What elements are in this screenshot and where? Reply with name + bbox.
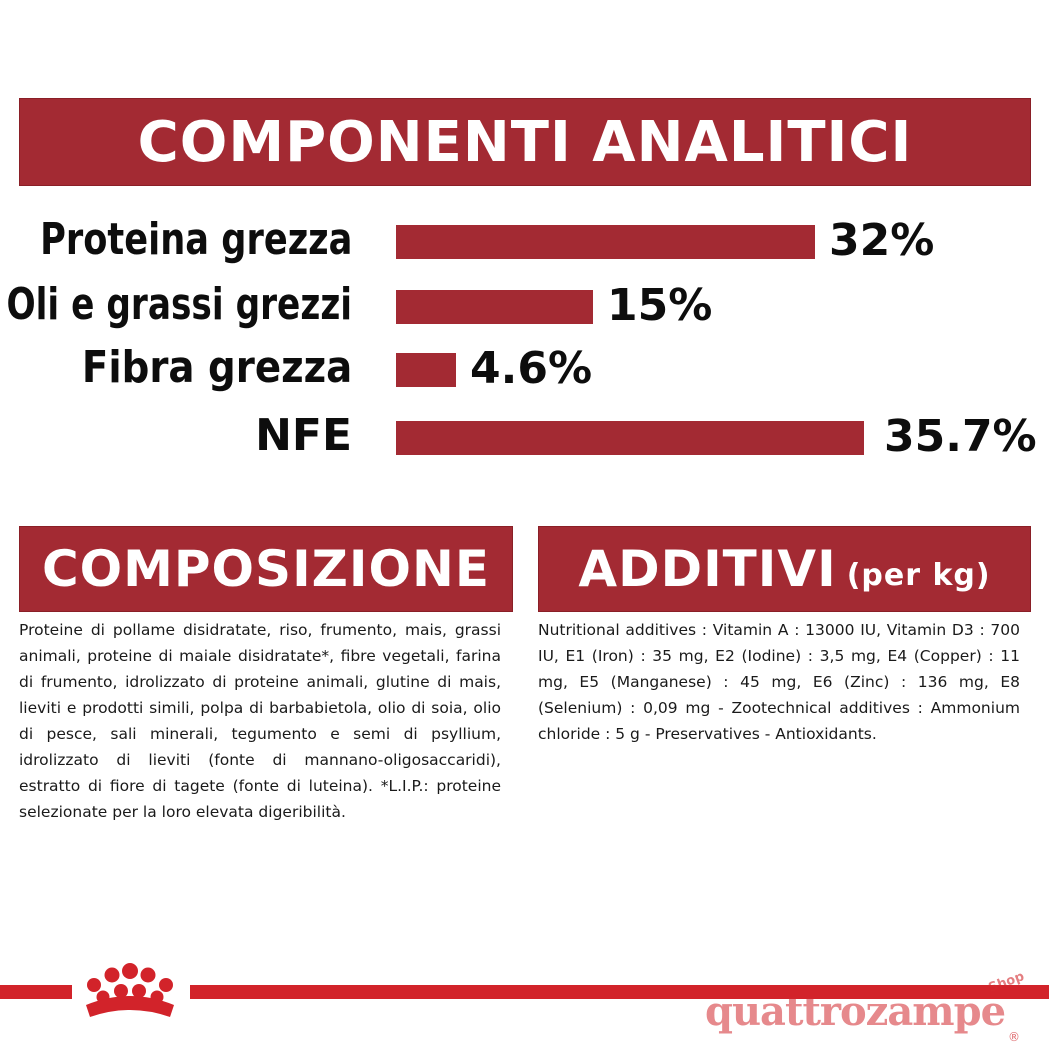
composizione-banner: [19, 526, 513, 612]
footer-line-left: [0, 985, 72, 999]
value-bar: [396, 421, 864, 455]
registered-mark: ®: [1008, 1030, 1020, 1044]
additivi-title: ADDITIVI: [578, 540, 837, 598]
composizione-title: COMPOSIZIONE: [41, 540, 491, 598]
row-label: Oli e grassi grezzi: [6, 279, 352, 330]
row-label: Proteina grezza: [39, 214, 352, 265]
crown-icon: [70, 955, 190, 1025]
composizione-text: Proteine di pollame disidratate, riso, frumento, mais, grassi animali, proteine di maiale disidratate*, fibre vegetali, farina di frumento, idrolizzato di proteine animali, glutine di mais, lieviti e prodotti simili, polpa di barbabietola, olio di soia, olio di pesce, sali minerali, tegumento e semi di psyllium, idrolizzato di lieviti (fonte di mannano-oligosaccaridi), estratto di fiore di tagete (fonte di luteina). *L.I.P.: proteine selezionate per la loro elevata digeribilità.: [19, 621, 501, 821]
value-label: 32%: [829, 215, 935, 266]
value-bar: [396, 225, 815, 259]
additivi-banner: [538, 526, 1031, 612]
row-label: NFE: [255, 410, 352, 461]
shop-badge: Shop: [986, 969, 1027, 996]
value-label: 4.6%: [470, 343, 593, 394]
analitici-banner: [19, 98, 1031, 186]
value-bar: [396, 290, 593, 324]
watermark-text: quattrozampe: [705, 988, 1006, 1035]
value-label: 15%: [607, 280, 713, 331]
additivi-title-suffix: (per kg): [846, 557, 991, 593]
value-label: 35.7%: [884, 411, 1037, 462]
additivi-text: Nutritional additives : Vitamin A : 13000 IU, Vitamin D3 : 700 IU, E1 (Iron) : 35 mg, E2 (Iodine) : 3,5 mg, E4 (Copper) : 11 mg, E5 (Manganese) : 45 mg, E6 (Zinc) : 136 mg, E8 (Selenium) : 0,09 mg - Zootechnical additives : Ammonium chloride : 5 g - Preservatives - Antioxidants.: [538, 621, 1020, 743]
analitici-title: COMPONENTI ANALITICI: [137, 109, 913, 175]
value-bar: [396, 353, 456, 387]
row-label: Fibra grezza: [81, 342, 352, 393]
